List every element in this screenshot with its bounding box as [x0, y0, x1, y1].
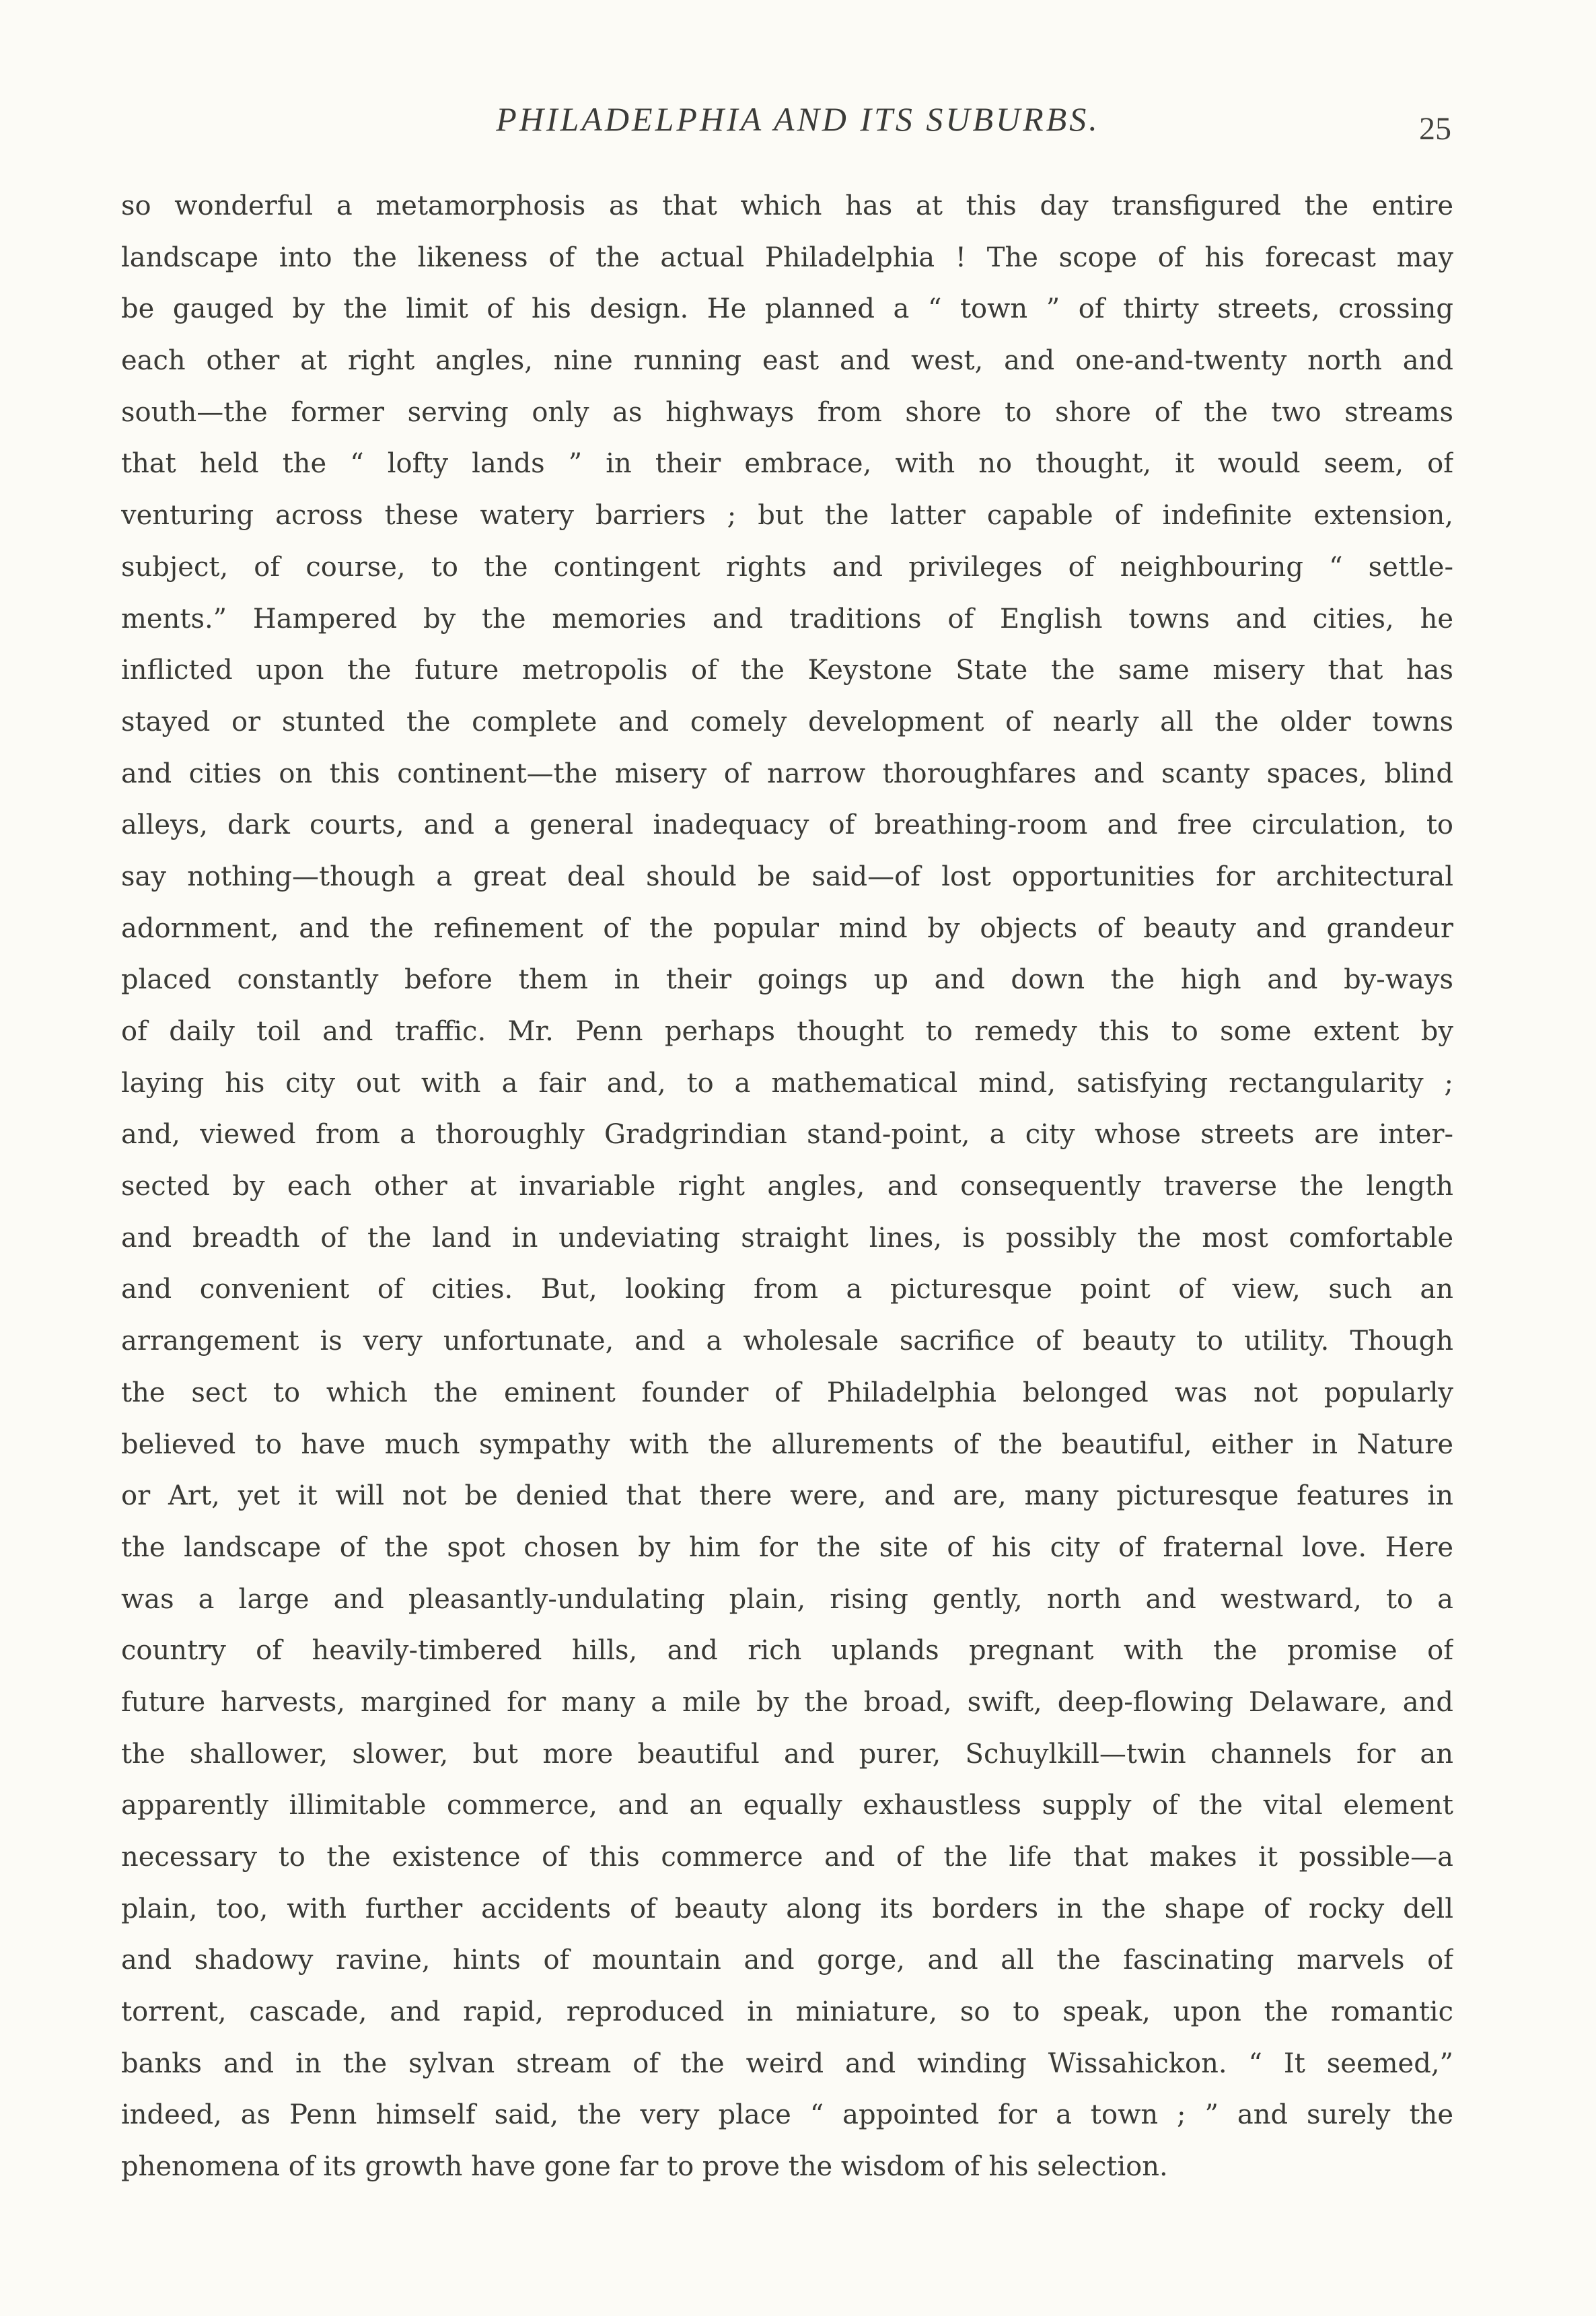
text-line: south—the former serving only as highways from shore to shore of the two streams [121, 396, 1453, 428]
text-line: be gauged by the limit of his design. He planned a “ town ” of thirty streets, crossing [121, 293, 1453, 325]
text-line: inflicted upon the future metropolis of the Keystone State the same misery that has [121, 655, 1453, 686]
text-line: future harvests, margined for many a mile by the broad, swift, deep-flowing Delaware, and [121, 1686, 1453, 1718]
text-line: torrent, cascade, and rapid, reproduced in miniature, so to speak, upon the romantic [121, 1996, 1453, 2028]
body-text [121, 180, 1453, 2193]
text-line: banks and in the sylvan stream of the weird and winding Wissahickon. “ It seemed,” [121, 2048, 1453, 2079]
text-line: was a large and pleasantly-undulating plain, rising gently, north and westward, to a [121, 1583, 1453, 1615]
text-line: country of heavily-timbered hills, and rich uplands pregnant with the promise of [121, 1635, 1453, 1667]
text-line: adornment, and the refinement of the popular mind by objects of beauty and grandeur [121, 912, 1453, 944]
text-line-last: phenomena of its growth have gone far to prove the wisdom of his selection. [121, 2151, 1168, 2183]
text-line: or Art, yet it will not be denied that there were, and are, many picturesque features in [121, 1480, 1453, 1512]
page-number: 25 [1419, 111, 1451, 147]
running-title: PHILADELPHIA AND ITS SUBURBS. [496, 100, 1100, 138]
text-line: believed to have much sympathy with the allurements of the beautiful, either in Nature [121, 1428, 1453, 1460]
text-line: alleys, dark courts, and a general inadequacy of breathing-room and free circulation, to [121, 809, 1453, 841]
text-line: and breadth of the land in undeviating straight lines, is possibly the most comfortable [121, 1222, 1453, 1254]
text-line: and convenient of cities. But, looking from a picturesque point of view, such an [121, 1274, 1453, 1305]
text-line: say nothing—though a great deal should be said—of lost opportunities for architectural [121, 861, 1453, 892]
text-line: so wonderful a metamorphosis as that which has at this day transfigured the entire [121, 190, 1453, 221]
text-line: and cities on this continent—the misery of narrow thoroughfares and scanty spaces, blind [121, 758, 1453, 789]
text-line: arrangement is very unfortunate, and a wholesale sacrifice of beauty to utility. Though [121, 1326, 1453, 1357]
text-line: and, viewed from a thoroughly Gradgrindian stand-point, a city whose streets are inter- [121, 1119, 1453, 1151]
text-line: ments.” Hampered by the memories and traditions of English towns and cities, he [121, 603, 1453, 635]
text-line: venturing across these watery barriers ; but the latter capable of indefinite extension, [121, 500, 1453, 532]
text-line: sected by each other at invariable right angles, and consequently traverse the length [121, 1171, 1453, 1202]
text-line: laying his city out with a fair and, to a mathematical mind, satisfying rectangularity ; [121, 1067, 1453, 1099]
text-line: and shadowy ravine, hints of mountain and gorge, and all the fascinating marvels of [121, 1945, 1453, 1976]
text-line: placed constantly before them in their goings up and down the high and by-ways [121, 964, 1453, 996]
text-line: apparently illimitable commerce, and an equally exhaustless supply of the vital element [121, 1790, 1453, 1821]
text-line: landscape into the likeness of the actual Philadelphia ! The scope of his forecast may [121, 242, 1453, 273]
text-line: the shallower, slower, but more beautiful and purer, Schuylkill—twin channels for an [121, 1738, 1453, 1770]
text-line: necessary to the existence of this commerce and of the life that makes it possible—a [121, 1842, 1453, 1873]
text-line: stayed or stunted the complete and comely development of nearly all the older towns [121, 706, 1453, 737]
text-line: each other at right angles, nine running east and west, and one-and-twenty north and [121, 345, 1453, 377]
text-line: indeed, as Penn himself said, the very place “ appointed for a town ; ” and surely the [121, 2099, 1453, 2131]
text-line: the sect to which the eminent founder of Philadelphia belonged was not popularly [121, 1377, 1453, 1408]
text-line: of daily toil and traffic. Mr. Penn perhaps thought to remedy this to some extent by [121, 1016, 1453, 1047]
text-line: that held the “ lofty lands ” in their embrace, with no thought, it would seem, of [121, 448, 1453, 480]
text-line: the landscape of the spot chosen by him for the site of his city of fraternal love. Here [121, 1531, 1453, 1563]
text-line: plain, too, with further accidents of beauty along its borders in the shape of rocky dell [121, 1893, 1453, 1924]
running-head [0, 100, 1596, 153]
text-line: subject, of course, to the contingent rights and privileges of neighbouring “ settle- [121, 551, 1453, 583]
